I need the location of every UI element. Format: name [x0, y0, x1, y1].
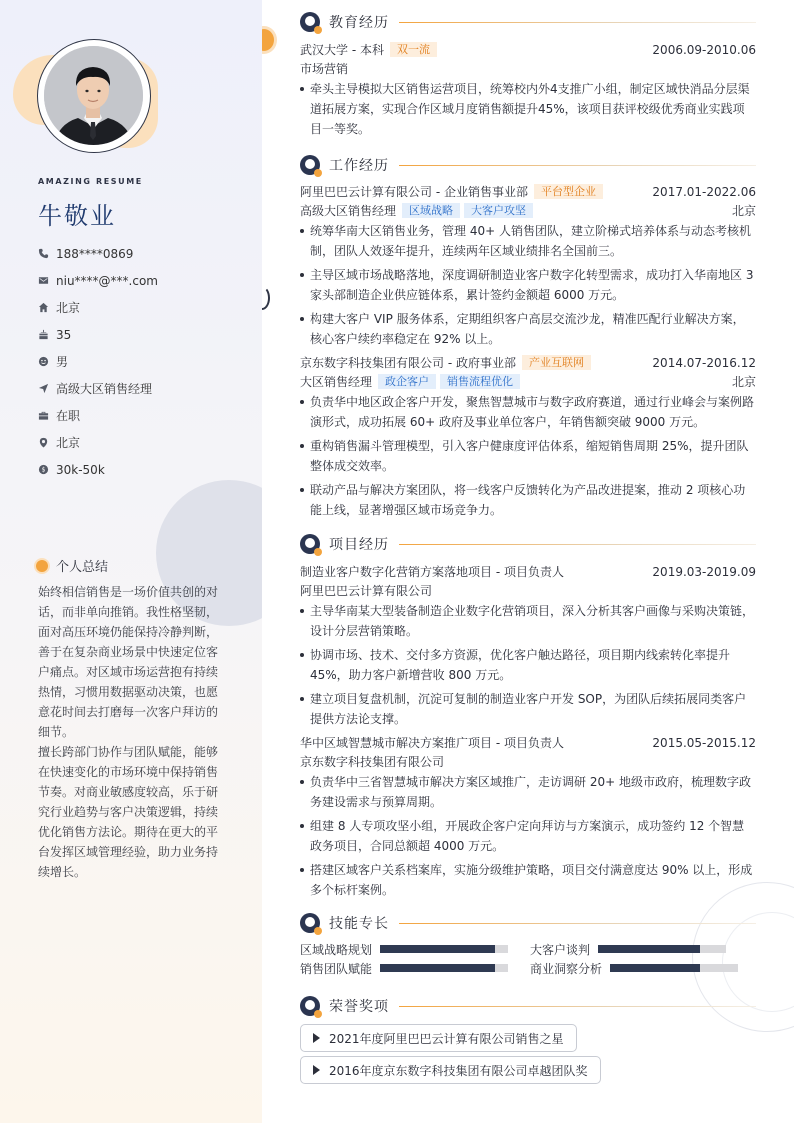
- section-moon-icon: [300, 996, 320, 1016]
- section-header: [300, 995, 756, 1017]
- location-icon: [38, 437, 56, 448]
- skill-bar: [610, 964, 738, 972]
- decorative-arc: [262, 286, 270, 310]
- company-tag: 产业互联网: [522, 355, 591, 370]
- resume-tagline: AMAZING RESUME: [38, 177, 143, 186]
- skill-item: [300, 940, 530, 958]
- skill-item: [300, 959, 530, 977]
- info-position: [38, 375, 158, 402]
- skill-fill: [610, 964, 700, 972]
- list-item: 主导区域市场战略落地，深度调研制造业客户数字化转型需求，成功打入华南地区 3 家头部制造企业供应链体系，累计签约金额超 6000 万元。: [300, 265, 756, 305]
- list-item: 联动产品与解决方案团队，将一线客户反馈转化为产品改进提案，推动 2 项核心功能上线，显著增强区域市场竞争力。: [300, 480, 756, 520]
- info-text: 北京: [56, 301, 81, 315]
- job-city: 北京: [731, 375, 756, 389]
- education-bullets: [300, 79, 756, 139]
- section-divider: [399, 165, 756, 166]
- phone-icon: [38, 248, 56, 259]
- info-text: 30k-50k: [56, 462, 105, 477]
- project-header: [300, 562, 756, 581]
- job-entry: [300, 353, 756, 520]
- education-section: [300, 11, 756, 143]
- avatar-frame: [37, 39, 151, 153]
- list-item: 重构销售漏斗管理模型，引入客户健康度评估体系，缩短销售周期 25%，提升团队整体成交效率。: [300, 436, 756, 476]
- list-item: 主导华南某大型装备制造企业数字化营销项目，深入分析其客户画像与采购决策链，设计分层营销策略。: [300, 601, 756, 641]
- job-header: [300, 353, 756, 372]
- job-dates: 2014.07-2016.12: [652, 355, 756, 370]
- section-header: [300, 154, 756, 176]
- project-org: 阿里巴巴云计算有限公司: [300, 584, 433, 598]
- sidebar: [0, 0, 262, 1123]
- decorative-dot: [262, 29, 274, 51]
- skill-name: 区域战略规划: [300, 942, 373, 957]
- avatar-portrait-icon: [44, 46, 143, 145]
- project-dates: 2019.03-2019.09: [652, 564, 756, 579]
- awards-list: [300, 1024, 756, 1088]
- project-entry: [300, 733, 756, 900]
- summary-paragraph: 擅长跨部门协作与团队赋能，能够在快速变化的市场环境中保持销售节奏。对商业敏感度较高，乐于研究行业趋势与客户决策逻辑，持续优化销售方法论。期待在更大的平台发挥区域管理经验，助力业务持续增长。: [38, 745, 219, 879]
- project-entry: [300, 562, 756, 729]
- project-name: 制造业客户数字化营销方案落地项目 - 项目负责人: [300, 565, 564, 579]
- info-text: 北京: [56, 436, 81, 450]
- company-name: 京东数字科技集团有限公司 - 政府事业部: [300, 356, 516, 370]
- section-title: 荣誉奖项: [329, 999, 389, 1015]
- section-title: 技能专长: [329, 916, 389, 932]
- info-text: niu****@***.com: [56, 273, 158, 288]
- list-item: 构建大客户 VIP 服务体系，定期组织客户高层交流沙龙，精准匹配行业解决方案，核心客户续约率稳定在 92% 以上。: [300, 309, 756, 349]
- skills-grid: [300, 940, 756, 977]
- school-name: 武汉大学 - 本科: [300, 43, 384, 57]
- list-item: 搭建区域客户关系档案库，实施分级维护策略，项目交付满意度达 90% 以上，形成多个标杆案例。: [300, 860, 756, 900]
- project-bullets: [300, 601, 756, 729]
- bullet-dot-icon: [36, 560, 48, 572]
- info-residence: [38, 294, 158, 321]
- info-salary: [38, 456, 158, 483]
- school-tag: 双一流: [390, 42, 437, 57]
- projects-section: [300, 533, 756, 904]
- role-tag: 区域战略: [402, 203, 460, 218]
- role-tag: 大客户攻坚: [464, 203, 533, 218]
- section-moon-icon: [300, 12, 320, 32]
- project-header: [300, 733, 756, 752]
- skills-section: [300, 912, 756, 977]
- skill-bar: [598, 945, 726, 953]
- company-name: 阿里巴巴云计算有限公司 - 企业销售事业部: [300, 185, 528, 199]
- summary-title: 个人总结: [56, 560, 109, 575]
- section-title: 工作经历: [329, 158, 389, 174]
- award-item: [300, 1024, 577, 1052]
- skill-item: [530, 959, 756, 977]
- section-moon-icon: [300, 534, 320, 554]
- summary-paragraph: 始终相信销售是一场价值共创的对话，而非单向推销。我性格坚韧，面对高压环境仍能保持冷静判断，善于在复杂商业场景中快速定位客户痛点。对区域市场运营抱有持续热情，习惯用数据驱动决策，也愿意花时间去打磨每一次客户拜访的细节。: [38, 585, 219, 739]
- mail-icon: [38, 275, 56, 286]
- skill-name: 商业洞察分析: [530, 961, 603, 976]
- section-title: 教育经历: [329, 15, 389, 31]
- job-role: 高级大区销售经理: [300, 204, 397, 218]
- skill-name: 大客户谈判: [530, 942, 591, 957]
- section-header: [300, 912, 756, 934]
- skill-item: [530, 940, 756, 958]
- job-city: 北京: [731, 204, 756, 218]
- section-moon-icon: [300, 913, 320, 933]
- svg-text:$: $: [41, 466, 46, 474]
- job-header: [300, 182, 756, 201]
- job-role-row: [300, 201, 756, 220]
- award-text: 2021年度阿里巴巴云计算有限公司销售之星: [329, 1031, 564, 1046]
- list-item: 组建 8 人专项攻坚小组，开展政企客户定向拜访与方案演示，成功签约 12 个智慧政务项目，合同总额超 4000 万元。: [300, 816, 756, 856]
- briefcase-icon: [38, 410, 56, 421]
- section-title: 项目经历: [329, 537, 389, 553]
- skill-fill: [380, 964, 495, 972]
- avatar: [44, 46, 143, 145]
- list-item: 负责华中三省智慧城市解决方案区域推广，走访调研 20+ 地级市政府，梳理数字政务建设需求与预算周期。: [300, 772, 756, 812]
- role-tag: 销售流程优化: [440, 374, 520, 389]
- info-text: 高级大区销售经理: [56, 382, 153, 396]
- award-item: [300, 1056, 601, 1084]
- list-item: 协调市场、技术、交付多方资源，优化客户触达路径，项目期内线索转化率提升 45%，助力客户新增营收 800 万元。: [300, 645, 756, 685]
- contact-info-list: [38, 240, 158, 483]
- skill-fill: [380, 945, 495, 953]
- section-header: [300, 11, 756, 33]
- skill-name: 销售团队赋能: [300, 961, 373, 976]
- list-item: 牵头主导模拟大区销售运营项目，统筹校内外4支推广小组，制定区域快消品分层渠道拓展方案，实现合作区域月度销售额提升45%，该项目获评校级优秀商业实践项目一等奖。: [300, 79, 756, 139]
- summary-text: [38, 582, 222, 882]
- work-section: [300, 154, 756, 524]
- info-city: [38, 429, 158, 456]
- list-item: 负责华中地区政企客户开发，聚焦智慧城市与数字政府赛道，通过行业峰会与案例路演形式，成功拓展 60+ 政府及事业单位客户，年销售额突破 9000 万元。: [300, 392, 756, 432]
- company-tag: 平台型企业: [534, 184, 603, 199]
- skill-fill: [598, 945, 700, 953]
- play-arrow-icon: [313, 1033, 320, 1043]
- job-role-row: [300, 372, 756, 391]
- info-email: [38, 267, 158, 294]
- info-text: 188****0869: [56, 246, 134, 261]
- education-entry-header: [300, 40, 756, 59]
- info-text: 男: [56, 355, 69, 369]
- section-divider: [399, 923, 756, 924]
- salary-icon: [38, 464, 56, 475]
- info-text: 35: [56, 327, 72, 342]
- person-name: 牛敬业: [38, 202, 116, 230]
- education-dates: 2006.09-2010.06: [652, 42, 756, 57]
- job-dates: 2017.01-2022.06: [652, 184, 756, 199]
- cake-icon: [38, 329, 56, 340]
- project-bullets: [300, 772, 756, 900]
- skill-bar: [380, 964, 508, 972]
- summary-heading: [36, 556, 108, 575]
- gender-icon: [38, 356, 56, 367]
- section-moon-icon: [300, 155, 320, 175]
- award-text: 2016年度京东数字科技集团有限公司卓越团队奖: [329, 1063, 588, 1078]
- list-item: 建立项目复盘机制，沉淀可复制的制造业客户开发 SOP，为团队后续拓展同类客户提供方法论支撑。: [300, 689, 756, 729]
- section-header: [300, 533, 756, 555]
- section-divider: [399, 544, 756, 545]
- project-name: 华中区域智慧城市解决方案推广项目 - 项目负责人: [300, 736, 564, 750]
- info-age: [38, 321, 158, 348]
- project-org: 京东数字科技集团有限公司: [300, 755, 445, 769]
- job-bullets: [300, 392, 756, 520]
- awards-section: [300, 995, 756, 1088]
- info-gender: [38, 348, 158, 375]
- info-status: [38, 402, 158, 429]
- education-major: 市场营销: [300, 62, 349, 76]
- list-item: 统筹华南大区销售业务，管理 40+ 人销售团队，建立阶梯式培养体系与动态考核机制，团队人效逐年提升，连续两年区域业绩排名全国前三。: [300, 221, 756, 261]
- play-arrow-icon: [313, 1065, 320, 1075]
- info-text: 在职: [56, 409, 81, 423]
- section-divider: [399, 22, 756, 23]
- send-icon: [38, 383, 56, 394]
- job-role: 大区销售经理: [300, 375, 373, 389]
- info-phone: [38, 240, 158, 267]
- section-divider: [399, 1006, 756, 1007]
- job-entry: [300, 182, 756, 349]
- project-dates: 2015.05-2015.12: [652, 735, 756, 750]
- job-bullets: [300, 221, 756, 349]
- skill-bar: [380, 945, 508, 953]
- home-icon: [38, 302, 56, 313]
- main-content: [262, 0, 794, 1123]
- role-tag: 政企客户: [378, 374, 436, 389]
